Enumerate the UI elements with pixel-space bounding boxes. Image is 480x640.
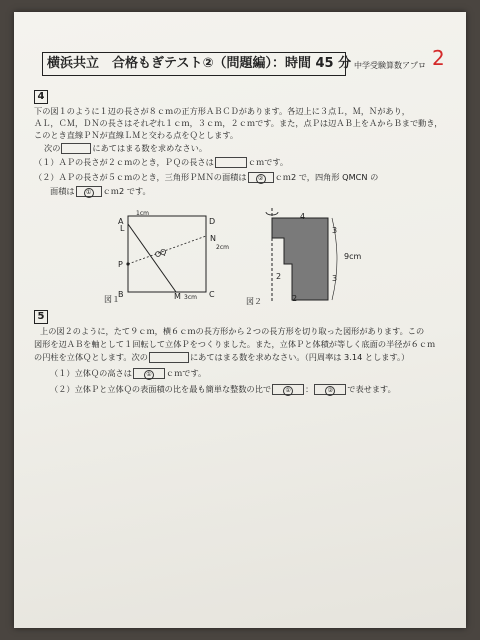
q4-sub2-line2-post: ｃｍ2 です。 <box>102 186 151 196</box>
fig2-label-mid-left: 2 <box>276 272 282 281</box>
fig2-label-height: 9cm <box>344 252 362 261</box>
q5-circle-1-marker: ① <box>144 370 154 380</box>
q5-sub2-circle-1-marker: ① <box>283 386 293 396</box>
q4-sub2-line2 <box>50 186 151 197</box>
q5-sub1-post: ｃｍです。 <box>165 368 207 378</box>
q5-sub2-answer-blank-2[interactable] <box>314 384 346 395</box>
q5-text-line-2: 図形を辺ＡＢを軸として１回転して立体Ｐをつくりました。また，立体Ｐと体積が等しく底面の半径が６ｃｍ <box>34 339 436 349</box>
q5-text-line-3 <box>34 352 409 363</box>
fig2-label-right-lower: 3 <box>332 274 338 283</box>
publisher-name: 中学受験算数アプロ <box>354 61 426 70</box>
fig1-label-m: M <box>174 292 181 301</box>
question-5-number: 5 <box>34 310 48 324</box>
q4-instruction-post: にあてはまる数を求めなさい。 <box>92 143 208 153</box>
q4-sub1 <box>34 157 288 168</box>
q5-text-line-1: 上の図２のように，たて９ｃｍ，横６ｃｍの長方形から２つの長方形を切り取った図形があります。この <box>40 326 425 336</box>
q5-text-line-3-post: にあてはまる数を求めなさい。（円周率は 3.14 とします。） <box>189 352 410 362</box>
answer-blank-sample-q5 <box>149 352 189 363</box>
q5-sub1-pre: （１）立体Ｑの高さは <box>50 368 132 378</box>
fig1-label-d: D <box>209 217 216 226</box>
handwritten-page-number: 2 <box>432 46 445 70</box>
circle-1-marker: ① <box>84 188 94 198</box>
circle-2-marker: ② <box>256 174 266 184</box>
q4-instruction <box>44 143 207 154</box>
answer-blank-sample <box>61 143 91 154</box>
figure-2-shape <box>252 204 342 304</box>
fig1-label-c: C <box>209 290 215 299</box>
exam-sheet <box>14 12 466 628</box>
q5-sub2-circle-2-marker: ② <box>325 386 335 396</box>
fig2-label-right-upper: 3 <box>332 226 338 235</box>
q4-sub2-line2-pre: 面積は <box>50 186 75 196</box>
fig2-caption: 図２ <box>246 297 262 306</box>
q4-sub2-answer-blank-1[interactable] <box>76 186 102 197</box>
fig1-label-n: N <box>210 234 216 243</box>
line-lm <box>128 224 176 292</box>
fig1-label-p: P <box>118 260 123 269</box>
question-4-number: 4 <box>34 90 48 104</box>
q4-sub2-mid: ｃｍ2 で，四角形 QMCN の <box>274 172 379 182</box>
q4-sub2 <box>34 172 378 183</box>
q5-sub1 <box>50 368 206 379</box>
fig2-label-bottom-left: 2 <box>292 294 298 303</box>
fig1-label-a: A <box>118 217 124 226</box>
fig1-caption: 図１ <box>104 295 120 304</box>
q4-sub2-answer-blank-2[interactable] <box>248 172 274 183</box>
fig1-label-b: B <box>118 290 124 299</box>
q4-text-line-2: ＡＬ，ＣＭ，ＤＮの長さはそれぞれ１ｃｍ，３ｃｍ，２ｃｍです。また，点Ｐは辺ＡＢ上をＡからＢまで動き， <box>34 118 443 128</box>
q5-sub1-answer-blank[interactable] <box>133 368 165 379</box>
q4-text-line-3: このとき直線ＰＮが直線ＬＭと交わる点をＱとします。 <box>34 130 239 140</box>
q5-text-line-3-pre: の円柱を立体Ｑとします。次の <box>34 352 148 362</box>
fig1-note-cm: 3cm <box>184 294 197 301</box>
q5-sub2-pre: （２）立体Ｐと立体Ｑの表面積の比を最も簡単な整数の比で <box>50 384 272 394</box>
q4-sub1-answer-blank[interactable] <box>215 157 247 168</box>
q4-text-line-1: 下の図１のように１辺の長さが８ｃｍの正方形ＡＢＣＤがあります。各辺上に３点Ｌ，Ｍ，Ｎがあり， <box>34 106 410 116</box>
fig1-label-l: L <box>120 224 125 233</box>
point-p <box>126 262 129 265</box>
q4-sub2-pre: （２）ＡＰの長さが５ｃｍのとき，三角形ＰＭＮの面積は <box>34 172 247 182</box>
q4-sub1-post: ｃｍです。 <box>247 157 289 167</box>
fig2-label-top: 4 <box>300 212 306 221</box>
fig1-note-al: 1cm <box>136 210 149 217</box>
q5-sub2-colon: ： <box>305 384 314 394</box>
fig1-label-q: Q <box>160 248 167 257</box>
figure-1-square <box>114 208 224 302</box>
q5-sub2-answer-blank-1[interactable] <box>272 384 304 395</box>
fig1-note-dn: 2cm <box>216 244 229 251</box>
page-title: 横浜共立 合格もぎテスト②（問題編）：時間 45 分 <box>42 52 346 76</box>
shaded-shape <box>272 218 328 300</box>
q5-sub2-post: で表せます。 <box>347 384 396 394</box>
q4-sub1-pre: （１）ＡＰの長さが２ｃｍのとき，ＰＱの長さは <box>34 157 214 167</box>
square-abcd <box>128 216 206 292</box>
q4-instruction-pre: 次の <box>44 143 61 153</box>
q5-sub2 <box>50 384 396 395</box>
